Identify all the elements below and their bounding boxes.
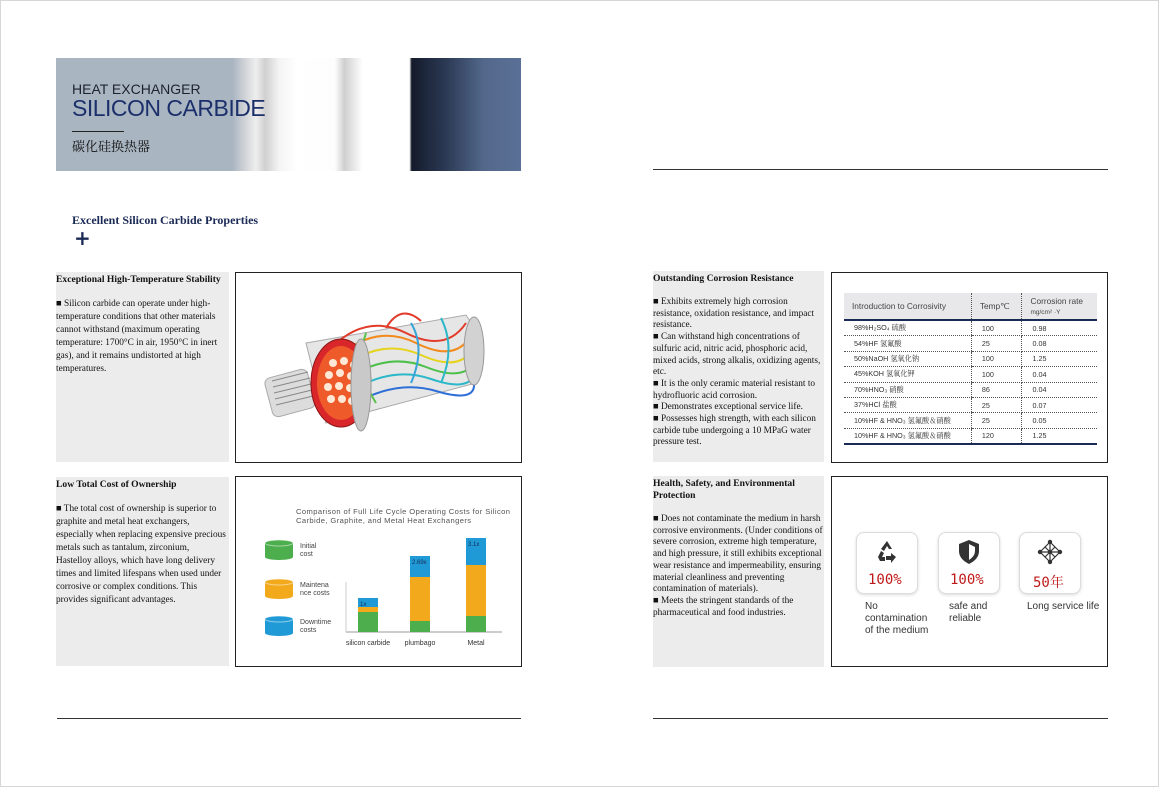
table-cell: 0.05 bbox=[1022, 413, 1097, 428]
cost-chart-svg bbox=[236, 477, 521, 666]
legend-swatch-bottom bbox=[265, 593, 293, 599]
safety-bullets bbox=[653, 514, 824, 619]
table-cell: 1.25 bbox=[1022, 351, 1097, 366]
table-row bbox=[844, 367, 1097, 382]
bar-total-label: 2.69x bbox=[412, 560, 427, 566]
recycle-icon bbox=[874, 539, 900, 565]
table-cell: 120 bbox=[971, 428, 1022, 444]
legend-label: costs bbox=[300, 627, 317, 634]
plus-icon: + bbox=[74, 226, 91, 250]
cost-chart-box bbox=[235, 476, 522, 667]
legend-label: cost bbox=[300, 551, 313, 558]
corrosivity-table-box bbox=[831, 272, 1108, 463]
bar-total-label: 1x bbox=[360, 602, 367, 608]
bottom-right-rule bbox=[653, 718, 1108, 719]
chart-title: Comparison of Full Life Cycle Operating Costs for Silicon Carbide, Graphite, and Metal Heat Exchangers bbox=[296, 507, 511, 525]
table-cell: 0.98 bbox=[1022, 320, 1097, 336]
table-cell: 0.04 bbox=[1022, 367, 1097, 382]
legend-label: nce costs bbox=[300, 590, 330, 597]
high-temp-textbox bbox=[56, 272, 229, 462]
legend-label: Initial bbox=[300, 543, 317, 550]
corrosion-bullet: ■ It is the only ceramic material resistant to hydrofluoric acid corrosion. bbox=[653, 378, 816, 401]
table-row bbox=[844, 351, 1097, 366]
banner-divider bbox=[72, 131, 124, 132]
cost-textbox bbox=[56, 477, 229, 666]
bar-total-label: 3.1x bbox=[468, 542, 480, 548]
banner-cn-title: 碳化硅换热器 bbox=[72, 140, 151, 155]
header-cell: Introduction to Corrosivity bbox=[844, 293, 971, 320]
bar-segment bbox=[466, 616, 486, 632]
table-cell: 0.08 bbox=[1022, 336, 1097, 351]
banner-title: SILICON CARBIDE bbox=[72, 95, 266, 121]
table-row bbox=[844, 336, 1097, 351]
corrosion-title: Outstanding Corrosion Resistance bbox=[653, 273, 794, 284]
table-cell: 98%H₂SO₄ 硫酸 bbox=[844, 320, 971, 336]
benefit-caption: safe and reliable bbox=[949, 601, 988, 624]
legend-swatch-bottom bbox=[265, 554, 293, 560]
corrosion-textbox bbox=[653, 271, 824, 462]
benefits-box bbox=[831, 476, 1108, 667]
legend-label: Maintena bbox=[300, 582, 329, 589]
corrosion-bullet: ■ Exhibits extremely high corrosion resistance, oxidation resistance, and impact resistance. bbox=[653, 297, 815, 331]
table-cell: 37%HCl 盐酸 bbox=[844, 397, 971, 412]
table-cell: 50%NaOH 氢氧化钠 bbox=[844, 351, 971, 366]
table-row bbox=[844, 397, 1097, 412]
benefit-value: 100% bbox=[868, 572, 902, 588]
table-cell: 25 bbox=[971, 336, 1022, 351]
table-row bbox=[844, 413, 1097, 428]
safety-bullet: ■ Does not contaminate the medium in harsh corrosive environments. (Under conditions of severe corrosion, extreme high temperature, and high pressure, it still exhibits exceptional wear resistance and impermeability, ensuring material cleanliness and preventing contamination of materials). bbox=[653, 514, 823, 595]
safety-title: Health, Safety, and Environmental Protection bbox=[653, 478, 795, 501]
table-cell: 0.07 bbox=[1022, 397, 1097, 412]
bar-segment bbox=[410, 621, 430, 632]
table-cell: 54%HF 氢氟酸 bbox=[844, 336, 971, 351]
table-cell: 70%HNO₃ 硝酸 bbox=[844, 382, 971, 397]
legend-swatch-top bbox=[265, 579, 293, 585]
corrosion-bullet: ■ Possesses high strength, with each silicon carbide tube undergoing a 10 MPaG water pressure test. bbox=[653, 414, 816, 448]
table-cell: 45%KOH 氢氧化钾 bbox=[844, 367, 971, 382]
cost-title: Low Total Cost of Ownership bbox=[56, 479, 177, 490]
corrosion-bullets bbox=[653, 297, 824, 449]
benefit-card bbox=[1019, 532, 1081, 594]
benefit-caption: Long service life bbox=[1027, 601, 1100, 612]
x-tick-label: Metal bbox=[467, 640, 485, 647]
section-heading: Excellent Silicon Carbide Properties bbox=[72, 213, 259, 227]
corrosion-bullet: ■ Can withstand high concentrations of sulfuric acid, nitric acid, phosphoric acid, mixed acids, strong alkalis, oxidizing agents, etc. bbox=[653, 332, 821, 378]
heat-exchanger-image bbox=[235, 272, 522, 463]
table-cell: 86 bbox=[971, 382, 1022, 397]
table-row bbox=[844, 320, 1097, 336]
bar-segment bbox=[410, 577, 430, 621]
corrosivity-table bbox=[844, 293, 1097, 445]
table-row bbox=[844, 428, 1097, 444]
corrosion-bullet: ■ Demonstrates exceptional service life. bbox=[653, 402, 803, 413]
benefit-value: 100% bbox=[950, 572, 984, 588]
table-row bbox=[844, 382, 1097, 397]
table-cell: 10%HF & HNO₃ 氢氟酸＆硝酸 bbox=[844, 428, 971, 444]
top-right-rule bbox=[653, 169, 1108, 170]
table-header-row bbox=[844, 293, 1097, 320]
cost-body: ■ The total cost of ownership is superior to graphite and metal heat exchangers, especially when replacing expensive precious metals such as tantalum, zirconium, Hastelloy alloys, which have long delivery times and limited lifespans when used under corrosive or complex conditions. This provides significant advantages. bbox=[56, 504, 226, 605]
legend-swatch-top bbox=[265, 540, 293, 546]
x-tick-label: silicon carbide bbox=[345, 640, 391, 647]
table-cell: 100 bbox=[971, 351, 1022, 366]
shield-icon bbox=[957, 539, 981, 565]
table-cell: 1.25 bbox=[1022, 428, 1097, 444]
heat-exchanger-illustration bbox=[236, 273, 521, 462]
benefit-caption: No contamination of the medium bbox=[865, 601, 929, 636]
table-cell: 10%HF & HNO₃ 氢氟酸＆硝酸 bbox=[844, 413, 971, 428]
benefit-card bbox=[856, 532, 918, 594]
table-cell: 0.04 bbox=[1022, 382, 1097, 397]
high-temp-body: ■ Silicon carbide can operate under high-temperature conditions that other materials cannot withstand (maximum operating temperature: 1700°C in air, 1950°C in inert gas), and it remains undistorted at high temperatures. bbox=[56, 299, 218, 374]
banner-subtitle: HEAT EXCHANGER bbox=[72, 81, 201, 97]
table-cell: 100 bbox=[971, 367, 1022, 382]
bottom-left-rule bbox=[57, 718, 521, 719]
benefit-card bbox=[938, 532, 1000, 594]
legend-swatch-bottom bbox=[265, 630, 293, 636]
network-icon bbox=[1036, 539, 1064, 565]
x-tick-label: plumbago bbox=[404, 640, 436, 647]
table-cell: 100 bbox=[971, 320, 1022, 336]
table-cell: 25 bbox=[971, 397, 1022, 412]
header-cell: Temp℃ bbox=[971, 293, 1022, 320]
safety-textbox bbox=[653, 476, 824, 667]
high-temp-title: Exceptional High-Temperature Stability bbox=[56, 274, 221, 285]
legend-label: Downtime bbox=[300, 619, 332, 626]
bar-segment bbox=[358, 612, 378, 632]
bar-segment bbox=[466, 565, 486, 616]
benefit-value: 50年 bbox=[1033, 575, 1064, 591]
table-cell: 25 bbox=[971, 413, 1022, 428]
title-banner bbox=[56, 58, 521, 171]
header-cell: Corrosion rate mg/cm² ·Y bbox=[1022, 293, 1097, 320]
safety-bullet: ■ Meets the stringent standards of the pharmaceutical and food industries. bbox=[653, 595, 794, 618]
legend-swatch-top bbox=[265, 616, 293, 622]
